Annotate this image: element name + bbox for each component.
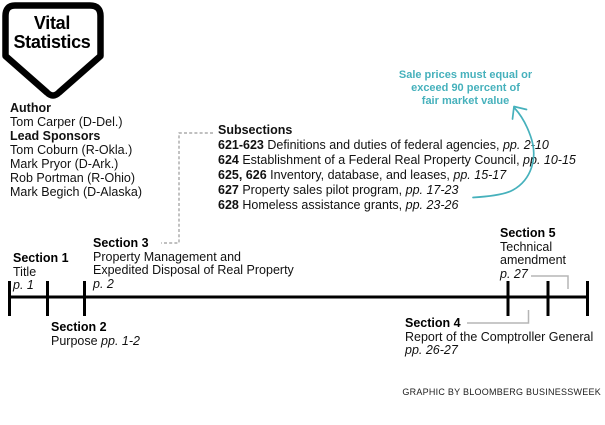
section-desc	[51, 335, 140, 349]
section-name: Section 4	[405, 316, 461, 330]
sponsors-heading: Lead Sponsors	[10, 129, 101, 143]
section-pages: pp. 26-27	[405, 343, 458, 357]
subsections-heading: Subsections	[218, 123, 293, 137]
subsection-pages: pp. 10-15	[523, 153, 576, 167]
badge-title-line1: Vital	[33, 13, 71, 33]
annotation-line: fair market value	[421, 94, 510, 107]
section-pages: p. 27	[500, 266, 528, 281]
section-name: Section 1	[13, 251, 69, 265]
sponsor-name: Rob Portman (R-Ohio)	[10, 171, 136, 185]
section-name: Section 2	[51, 320, 107, 334]
badge-title-line2: Statistics	[13, 32, 91, 52]
subsection-row	[218, 153, 576, 168]
subsection-number: 625, 626	[218, 168, 267, 182]
section3-subsections-connector	[161, 133, 213, 243]
section-pages: p. 2	[93, 276, 114, 291]
section-desc: Report of the Comptroller General	[405, 329, 594, 344]
timeline-label-section5	[500, 227, 566, 281]
subsection-pages: pp. 2-10	[502, 138, 549, 152]
timeline-label-section2	[51, 321, 140, 348]
subsection-text: Establishment of a Federal Real Property Council,	[242, 153, 520, 167]
subsection-text: Inventory, database, and leases,	[270, 168, 450, 182]
subsection-text: Homeless assistance grants,	[242, 198, 403, 212]
subsection-pages: pp. 23-26	[405, 198, 459, 212]
section-name: Section 3	[93, 236, 149, 250]
subsection-text: Definitions and duties of federal agencies,	[267, 138, 500, 152]
subsection-row	[218, 183, 576, 198]
subsection-number: 624	[218, 153, 239, 167]
section-desc: Title	[13, 264, 37, 279]
section-desc: amendment	[500, 253, 567, 267]
sponsor-name: Mark Begich (D-Alaska)	[10, 185, 142, 199]
section-desc-text: Purpose	[51, 333, 98, 348]
section-pages: pp. 1-2	[101, 333, 140, 348]
subsection-row	[218, 138, 576, 153]
author-heading: Author	[10, 101, 51, 115]
author-sponsors-block	[10, 101, 142, 199]
sponsor-name: Tom Coburn (R-Okla.)	[10, 143, 133, 157]
subsection-pages: pp. 15-17	[453, 168, 507, 182]
annotation-line: Sale prices must equal or	[398, 69, 533, 81]
subsection-number: 627	[218, 183, 239, 197]
annotation-callout	[388, 69, 543, 107]
author-name: Tom Carper (D-Del.)	[10, 115, 123, 129]
sponsor-name: Mark Pryor (D-Ark.)	[10, 157, 119, 171]
timeline-label-section3	[93, 237, 294, 291]
timeline-label-section4	[405, 317, 593, 358]
subsection-row	[218, 198, 576, 213]
subsections-block	[218, 123, 576, 213]
timeline-label-section1	[13, 252, 69, 293]
subsection-number: 621-623	[218, 138, 264, 152]
subsection-number: 628	[218, 198, 239, 212]
section-desc: Property Management and	[93, 249, 242, 264]
section-name: Section 5	[500, 226, 556, 240]
annotation-arrowhead-icon	[513, 107, 527, 120]
subsection-row	[218, 168, 576, 183]
section-desc: Technical	[500, 239, 553, 254]
annotation-line: exceed 90 percent of	[411, 81, 520, 94]
graphic-credit: GRAPHIC BY BLOOMBERG BUSINESSWEEK	[402, 387, 601, 397]
subsection-pages: pp. 17-23	[405, 183, 459, 197]
subsection-text: Property sales pilot program,	[242, 183, 403, 197]
section-desc: Expedited Disposal of Real Property	[93, 263, 294, 277]
section-pages: p. 1	[13, 278, 34, 292]
